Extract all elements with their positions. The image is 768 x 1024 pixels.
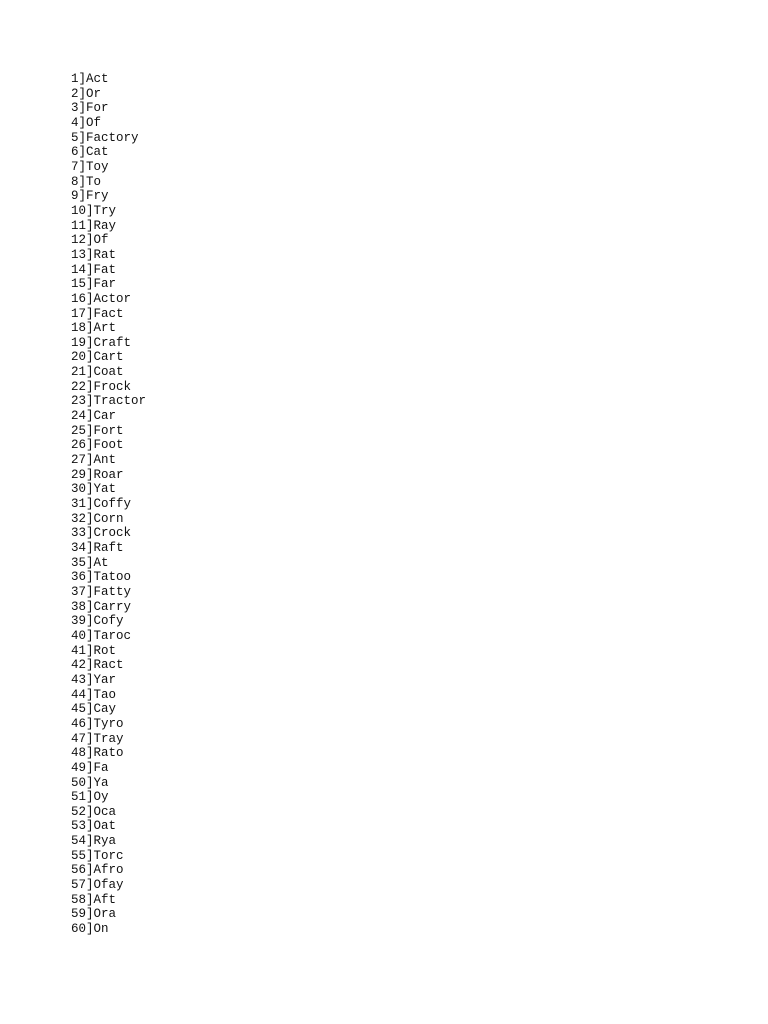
list-item: 26]Foot [71, 438, 124, 453]
list-item: 4]Of [71, 115, 102, 130]
list-item: 42]Ract [71, 658, 124, 673]
list-item: 44]Tao [71, 687, 117, 702]
list-item: 19]Craft [71, 335, 132, 350]
list-item: 45]Cay [71, 702, 117, 717]
list-item: 13]Rat [71, 247, 117, 262]
list-item: 48]Rato [71, 746, 124, 761]
list-item: 27]Ant [71, 453, 117, 468]
list-item: 60]On [71, 922, 109, 937]
list-item: 32]Corn [71, 511, 124, 526]
list-item: 18]Art [71, 321, 117, 336]
list-item: 3]For [71, 101, 109, 116]
list-item: 6]Cat [71, 145, 109, 160]
list-item: 36]Tatoo [71, 570, 132, 585]
list-item: 5]Factory [71, 130, 139, 145]
list-item: 23]Tractor [71, 394, 147, 409]
list-item: 43]Yar [71, 672, 117, 687]
list-item: 9]Fry [71, 189, 109, 204]
list-item: 15]Far [71, 277, 117, 292]
list-item: 33]Crock [71, 526, 132, 541]
list-item: 55]Torc [71, 848, 124, 863]
list-item: 12]Of [71, 233, 109, 248]
list-item: 51]Oy [71, 790, 109, 805]
list-item: 16]Actor [71, 291, 132, 306]
list-item: 38]Carry [71, 599, 132, 614]
list-item: 25]Fort [71, 423, 124, 438]
list-item: 52]Oca [71, 804, 117, 819]
list-item: 57]Ofay [71, 878, 124, 893]
list-item: 21]Coat [71, 365, 124, 380]
list-item: 1]Act [71, 72, 109, 86]
list-item: 56]Afro [71, 863, 124, 878]
list-item: 30]Yat [71, 482, 117, 497]
list-item: 53]Oat [71, 819, 117, 834]
list-item: 11]Ray [71, 218, 117, 233]
list-item: 31]Coffy [71, 497, 132, 512]
list-item: 59]Ora [71, 907, 117, 922]
list-item: 58]Aft [71, 892, 117, 907]
list-item: 8]To [71, 174, 102, 189]
list-item: 35]At [71, 555, 109, 570]
list-item: 7]Toy [71, 159, 109, 174]
list-item: 46]Tyro [71, 716, 124, 731]
list-item: 49]Fa [71, 760, 109, 775]
list-item: 17]Fact [71, 306, 124, 321]
list-item: 47]Tray [71, 731, 124, 746]
list-item: 2]Or [71, 86, 102, 101]
list-item: 34]Raft [71, 541, 124, 555]
list-item: 41]Rot [71, 643, 117, 658]
list-item: 20]Cart [71, 350, 124, 365]
list-item: 40]Taroc [71, 628, 132, 643]
list-item: 14]Fat [71, 262, 117, 277]
list-item: 39]Cofy [71, 614, 124, 629]
list-item: 24]Car [71, 409, 117, 424]
list-item: 54]Rya [71, 834, 117, 849]
list-item: 10]Try [71, 203, 117, 218]
list-item: 50]Ya [71, 775, 109, 790]
list-item: 22]Frock [71, 379, 132, 394]
word-list [71, 72, 146, 937]
list-item: 37]Fatty [71, 584, 132, 599]
list-item: 29]Roar [71, 467, 124, 482]
